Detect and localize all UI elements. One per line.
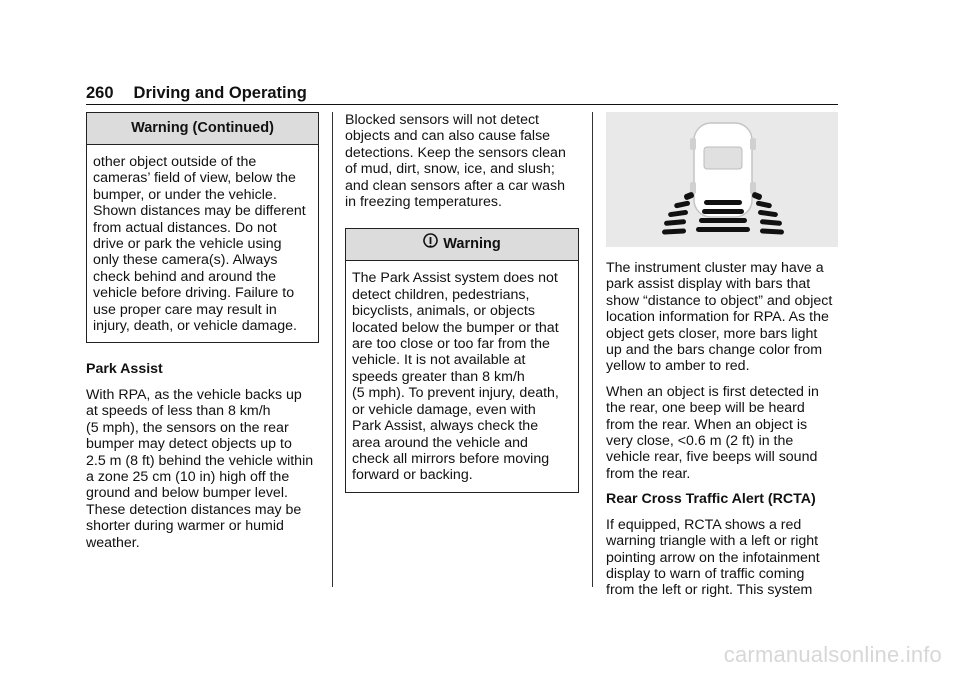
rcta-heading: Rear Cross Traffic Alert (RCTA) [606,491,816,508]
line: pointing arrow on the infotainment [606,549,820,566]
line: forward or backing. [352,467,473,484]
header-divider [86,104,838,105]
line: Park Assist, always check the [352,418,539,435]
warning-heading [346,229,578,261]
park-assist-display-paragraph [606,260,838,375]
line: from the rear. When an object is [606,416,808,433]
blocked-sensors-paragraph [345,112,579,210]
line: from the rear. [606,465,691,482]
line: very close, <0.6 m (2 ft) in the [606,433,794,450]
line: check behind and around the [93,268,277,285]
warning-text [346,261,578,491]
line: of mud, dirt, snow, ice, and slush; [345,161,555,178]
line: cameras’ field of view, below the [93,170,296,187]
line: vehicle rear, five beeps will sound [606,449,818,466]
line: are too close or too far from the [352,336,550,353]
line: bumper, or under the vehicle. [93,186,277,203]
line: from the left or right. This system [606,582,813,599]
park-assist-display-icon [606,112,838,247]
line: detections. Keep the sensors clean [345,144,566,161]
line: the rear, one beep will be heard [606,400,805,417]
line: (5 mph). To prevent injury, death, [352,385,559,402]
line: bumper may detect objects up to [86,436,292,453]
warning-box [345,228,579,492]
line: up and the bars change color from [606,342,823,359]
line: yellow to amber to red. [606,358,750,375]
line: show “distance to object” and object [606,292,833,309]
rcta-paragraph [606,517,838,599]
line: area around the vehicle and [352,434,528,451]
line: only these camera(s). Always [93,252,278,269]
park-assist-paragraph [86,387,319,551]
line: With RPA, as the vehicle backs up [86,386,302,403]
line: a zone 25 cm (10 in) high off the [86,468,290,485]
line: check all mirrors before moving [352,450,550,467]
line: weather. [86,534,140,551]
line: 2.5 m (8 ft) behind the vehicle within [86,452,314,469]
line: drive or park the vehicle using [93,236,282,253]
warning-continued-text [87,145,318,342]
line: object gets closer, more bars light [606,325,818,342]
line: location information for RPA. As the [606,309,829,326]
line: use proper care may result in [93,301,277,318]
line: from actual distances. Do not [93,219,277,236]
line: and clean sensors after a car wash [345,177,566,194]
line: other object outside of the [93,154,257,170]
line: The Park Assist system does not [352,270,558,287]
line: warning triangle with a left or right [606,533,819,550]
column-3 [606,112,838,599]
page-header [86,84,307,103]
line: These detection distances may be [86,501,302,518]
line: in freezing temperatures. [345,194,502,211]
column-2 [345,112,579,493]
section-title: Driving and Operating [133,84,307,102]
warning-continued-title: Warning (Continued) [87,113,318,145]
line: objects and can also cause false [345,128,551,145]
line: Blocked sensors will not detect [345,112,539,128]
column-1 [86,112,319,551]
page-number: 260 [86,84,114,102]
watermark: carmanualsonline.info [723,642,942,667]
park-assist-heading: Park Assist [86,361,163,378]
line: at speeds of less than 8 km/h [86,403,271,420]
beep-paragraph [606,384,838,482]
line: park assist display with bars that [606,276,811,293]
line: When an object is first detected in [606,383,819,400]
line: or vehicle damage, even with [352,401,536,418]
line: vehicle before driving. Failure to [93,285,295,302]
line: vehicle. It is not available at [352,352,526,369]
column-divider-1 [332,112,333,587]
line: The instrument cluster may have a [606,260,824,276]
warning-continued-box [86,112,319,343]
line: ground and below bumper level. [86,485,288,502]
line: display to warn of traffic coming [606,565,805,582]
warning-title: Warning [443,236,501,253]
line: Shown distances may be different [93,203,306,220]
line: speeds greater than 8 km/h [352,368,525,385]
line: If equipped, RCTA shows a red [606,516,802,533]
column-divider-2 [592,112,593,587]
line: located below the bumper or that [352,319,559,336]
line: bicyclists, animals, or objects [352,303,535,320]
line: (5 mph), the sensors on the rear [86,419,289,436]
line: shorter during warmer or humid [86,518,284,535]
warning-symbol-icon [423,231,438,262]
line: detect children, pedestrians, [352,286,530,303]
line: injury, death, or vehicle damage. [93,318,297,335]
